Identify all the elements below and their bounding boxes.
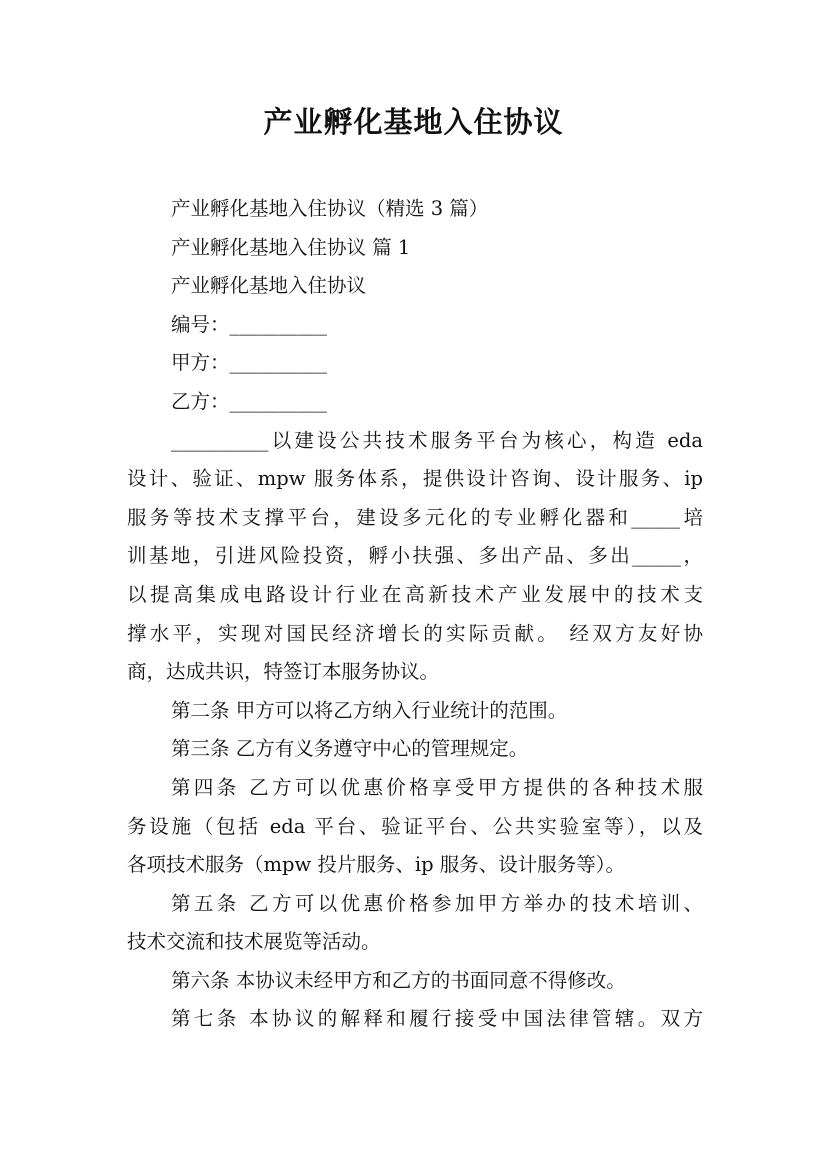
paragraph-intro-line-4: 训基地，引进风险投资，孵小扶强、多出产品、多出_____， — [127, 544, 703, 568]
text-line-agreement-name: 产业孵化基地入住协议 — [171, 274, 367, 298]
article-7-line-1: 第七条 本协议的解释和履行接受中国法律管辖。双方 — [171, 1007, 703, 1031]
article-4-line-3: 各项技术服务（mpw 投片服务、ip 服务、设计服务等）。 — [127, 853, 626, 877]
paragraph-intro-line-1: __________以建设公共技术服务平台为核心，构造 eda — [171, 428, 703, 452]
document-body — [127, 190, 703, 1039]
document-title: 产业孵化基地入住协议 — [263, 105, 564, 139]
article-5-line-2: 技术交流和技术展览等活动。 — [127, 930, 381, 954]
paragraph-intro-line-5: 以提高集成电路设计行业在高新技术产业发展中的技术支 — [127, 582, 703, 606]
article-6-line: 第六条 本协议未经甲方和乙方的书面同意不得修改。 — [171, 968, 626, 992]
paragraph-intro-line-6: 撑水平，实现对国民经济增长的实际贡献。 经双方友好协 — [127, 621, 703, 645]
paragraph-intro-line-2: 设计、验证、mpw 服务体系，提供设计咨询、设计服务、ip — [127, 467, 703, 491]
article-4-line-1: 第四条 乙方可以优惠价格享受甲方提供的各种技术服 — [171, 775, 703, 799]
text-line-party-b-field: 乙方：__________ — [171, 389, 328, 413]
paragraph-intro-line-3: 服务等技术支撑平台，建设多元化的专业孵化器和_____培 — [127, 505, 703, 529]
text-line-party-a-field: 甲方：__________ — [171, 351, 328, 375]
text-line-number-field: 编号：__________ — [171, 312, 328, 336]
article-3-line: 第三条 乙方有义务遵守中心的管理规定。 — [171, 737, 529, 761]
text-line-section-heading: 产业孵化基地入住协议 篇 1 — [171, 235, 411, 259]
article-4-line-2: 务设施（包括 eda 平台、验证平台、公共实验室等），以及 — [127, 814, 703, 838]
article-2-line: 第二条 甲方可以将乙方纳入行业统计的范围。 — [171, 698, 568, 722]
text-line-subtitle: 产业孵化基地入住协议（精选 3 篇） — [171, 197, 489, 220]
paragraph-intro-line-7: 商，达成共识，特签订本服务协议。 — [127, 660, 440, 684]
article-5-line-1: 第五条 乙方可以优惠价格参加甲方举办的技术培训、 — [171, 891, 703, 915]
